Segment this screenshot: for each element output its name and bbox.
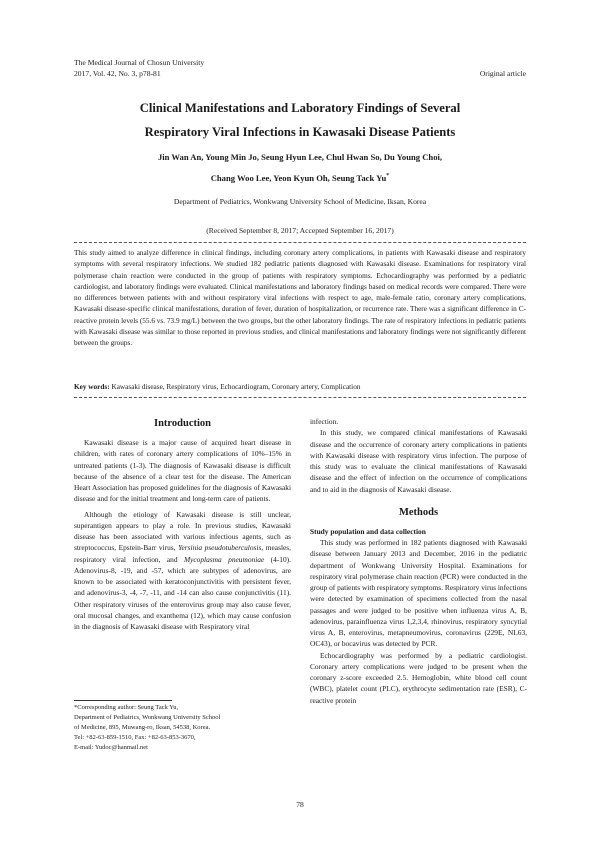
- intro-paragraph-3: In this study, we compared clinical manifestations of Kawasaki disease and the occurrence of coronary artery complications in patients with Kawasaki disease with respiratory virus infection. The purpose of this study was to evaluate the clinical manifestations of Kawasaki disease and the effect of infection on the occurrence of complications and to aid in the diagnosis of Kawasaki disease.: [310, 428, 527, 494]
- methods-paragraph-1: This study was performed in 182 patients diagnosed with Kawasaki disease between January 2013 and December, 2016 in the pediatric department of Wonkwang University Hospital. Examinations for respiratory viral polymerase chain reaction (PCR) were conducted in the group of patients with respiratory symptoms. Respiratory virus infections were detected by examination of specimens collected from the nasal passages and were judged to be positive when influenza virus A, B, adenovirus, parainfluenza virus 1,2,3,4, rhinovirus, respiratory syncytial virus A, B, enterovirus, metapneumovirus, coronavirus (229E, NL63, OC43), or bocavirus was detected by PCR.: [310, 538, 527, 649]
- title-line-1: Clinical Manifestations and Laboratory Findings of Several: [139, 101, 461, 115]
- footnote-line-1: *Corresponding author: Seung Tack Yu,: [74, 704, 179, 711]
- left-column: [74, 416, 291, 632]
- corresponding-author-mark: *: [386, 173, 390, 179]
- abstract-text: This study aimed to analyze difference in clinical findings, including coronary artery complications, in patients with Kawasaki disease and respiratory symptoms with several respiratory infections. We studied 182 pediatric patients diagnosed with Kawasaki disease. Examinations for respiratory viral polymerase chain reaction were conducted in the group of patients with respiratory symptoms. Echocardiography was performed by a pediatric cardiologist, and laboratory findings were evaluated. Clinical manifestations and laboratory findings based on medical records were compared. There were no differences between patients with and without respiratory viral infections with respect to age, male-female ratio, coronary artery complications, Kawasaki disease-specific clinical manifestations, duration of fever, duration of hospitalization, or recurrence rate. There was a significant difference in C-reactive protein levels (55.6 vs. 73.9 mg/L) between the two groups, but the other laboratory findings. The rate of respiratory infections in pediatric patients with Kawasaki disease was similar to those reported in previous studies, and clinical manifestations and laboratory findings were not significantly different between the groups.: [74, 249, 526, 347]
- intro-paragraph-1: Kawasaki disease is a major cause of acquired heart disease in children, with rates of coronary artery complications of 10%–15% in untreated patients (1-3). The diagnosis of Kawasaki disease is difficult because of the absence of a clear test for the disease. The American Heart Association has proposed guidelines for the diagnosis of Kawasaki disease and for the initial treatment and long-term care of patients.: [74, 438, 291, 504]
- journal-name: The Medical Journal of Chosun University: [74, 58, 205, 67]
- keywords: [74, 382, 526, 393]
- affiliation: Department of Pediatrics, Wonkwang University School of Medicine, Iksan, Korea: [173, 197, 427, 206]
- authors-line-2: [60, 167, 540, 188]
- right-column: [310, 416, 527, 706]
- article-type: Original article: [479, 68, 526, 78]
- intro-p2-continued: infection.: [310, 417, 339, 426]
- article-title: [60, 96, 540, 144]
- intro-p2-part-b: , measles, respiratory viral infection, and: [74, 543, 291, 564]
- methods-subheading: Study population and data collection: [310, 526, 426, 536]
- received-dates: (Received September 8, 2017; Accepted September 16, 2017): [206, 226, 394, 235]
- authors-line-1: Jin Wan An, Young Min Jo, Seung Hyun Lee, Chul Hwan So, Du Young Choi,: [157, 152, 443, 162]
- methods-paragraph-2: Echocardiography was performed by a pediatric cardiologist. Coronary artery complications were judged to be present when the coronary z-score exceeded 2.5. Hemoglobin, white blood cell count (WBC), platelet count (PLC), erythrocyte sedimentation rate (ESR), C-reactive protein: [310, 650, 527, 705]
- footnote-line-3: of Medicine, 895, Muwang-ro, Iksan, 54538, Korea.: [74, 724, 211, 732]
- footnote-line-4: Tel: +82-63-859-1510, Fax: +82-63-853-3670,: [74, 734, 196, 742]
- title-line-2: Respiratory Viral Infections in Kawasaki Disease Patients: [144, 125, 456, 139]
- journal-header: [74, 58, 204, 79]
- introduction-heading: Introduction: [154, 418, 211, 429]
- abstract-top-rule: [74, 242, 526, 243]
- volume-info: 2017, Vol. 42, No. 3, p78-81: [74, 68, 161, 78]
- footnote-rule: [74, 700, 172, 701]
- abstract-bottom-rule: [74, 397, 526, 398]
- footnote-line-5: E-mail: Yudoc@hanmail.net: [74, 744, 148, 752]
- intro-p2-mycoplasma: Mycoplasma pneumoniae: [183, 554, 265, 564]
- authors-line-2-text: Chang Woo Lee, Yeon Kyun Oh, Seung Tack Yu: [210, 172, 387, 183]
- author-list: [60, 148, 540, 188]
- intro-p2-yersinia: Yersinia pseudotuberculosis: [178, 543, 262, 553]
- intro-p2-part-a: Although the etiology of Kawasaki disease is still unclear, superantigen appears to play a role. In previous studies, Kawasaki disease has been associated with various infectious agents, such as streptococcus, Epstein-Barr virus,: [74, 509, 291, 553]
- intro-paragraph-2: [74, 509, 291, 633]
- keywords-label: Key words:: [74, 383, 110, 391]
- intro-p2-part-c: (4-10). Adenovirus-8, -19, and -57, which are subtypes of adenovirus, are known to be associated with keratoconjunctivitis with persistent fever, and adenovirus-3, -4, -7, -11, and -14 can also cause conjunctivitis (11). Other respiratory viruses of the enterovirus group may also cause fever, oral mucosal changes, and exanthema (12), which may cause confusion in the diagnosis of Kawasaki disease with Respiratory viral: [74, 554, 291, 631]
- page-number: 78: [296, 800, 304, 809]
- methods-heading: Methods: [398, 506, 439, 518]
- corresponding-author-footnote: [74, 703, 294, 753]
- keywords-text: Kawasaki disease, Respiratory virus, Echocardiogram, Coronary artery, Complication: [111, 383, 361, 391]
- footnote-line-2: Department of Pediatrics, Wonkwang University School: [74, 714, 221, 722]
